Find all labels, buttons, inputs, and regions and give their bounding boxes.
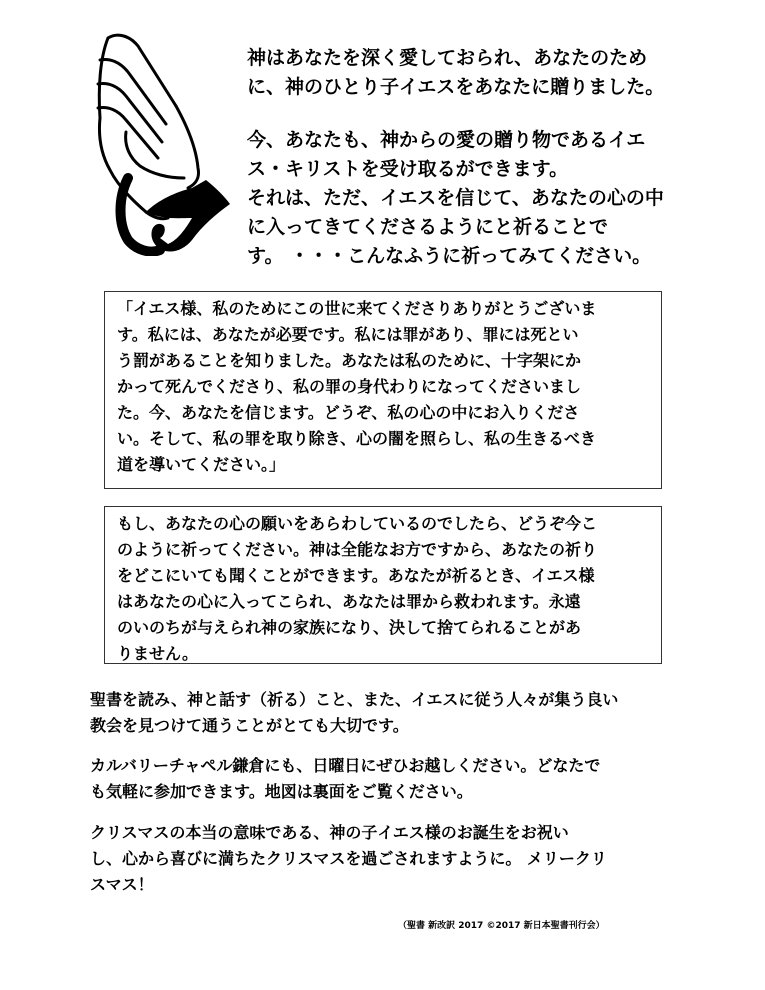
bible-church-paragraph: 聖書を読み、神と話す（祈る）こと、また、イエスに従う人々が集う良い 教会を見つけて通うことがとても大切です。 xyxy=(90,690,619,735)
prayer-box: 「イエス様、私のためにこの世に来てくださりありがとうございま す。私には、あなたが必要です。私には罪があり、罪には死とい う罰があることを知りました。あなたは私のために、十字架にか かって死んでくださり、私の罪の身代わりになってくださいまし た。今、あなたを信じます。どうぞ、私の心の中にお入りくださ い。そして、私の罪を取り除き、心の闇を照らし、私の生きるべき 道を導いてください。」 xyxy=(104,291,662,489)
christmas-greeting-paragraph: クリスマスの本当の意味である、神の子イエス様のお誕生をお祝い し、心から喜びに満ちたクリスマスを過ごされますように。 メリークリ スマス！ xyxy=(90,823,607,894)
praying-hands-icon xyxy=(88,28,238,256)
intro-paragraph-1: 神はあなたを深く愛しておられ、あなたのため に、神のひとり子イエスをあなたに贈りました。 xyxy=(247,47,665,98)
bible-credit: （聖書 新改訳 2017 ©2017 新日本聖書刊行会） xyxy=(398,921,605,931)
intro-paragraph-2: 今、あなたも、神からの愛の贈り物であるイエ ス・キリストを受け取るができます。 それは、ただ、イエスを信じて、あなたの心の中 に入ってきてくださるようにと祈ることで す。 ・・・こんなふうに祈ってみてください。 xyxy=(247,129,664,267)
assurance-box: もし、あなたの心の願いをあらわしているのでしたら、どうぞ今こ のように祈ってください。神は全能なお方ですから、あなたの祈り をどこにいても聞くことができます。あなたが祈るとき、イエス様 はあなたの心に入ってこられ、あなたは罪から救われます。永遠 のいのちが与えられ神の家族になり、決して捨てられることがあ りません。 xyxy=(104,506,662,664)
intro-text xyxy=(247,44,717,271)
invitation-paragraph: カルバリーチャペル鎌倉にも、日曜日にぜひお越しください。どなたで も気軽に参加できます。地図は裏面をご覧ください。 xyxy=(90,756,601,801)
